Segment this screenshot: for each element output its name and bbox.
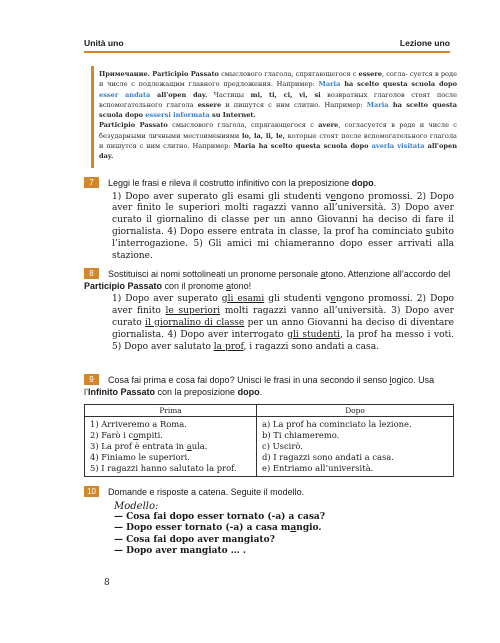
exercise-number: 9: [84, 374, 99, 385]
exercise-7: [84, 177, 454, 263]
model-label: Modello:: [114, 500, 159, 512]
dialogue-line: — Cosa fai dopo esser tornato (-a) a casa?: [114, 511, 326, 522]
list-item: c) Uscirò.: [262, 441, 303, 451]
header-rule: [84, 51, 450, 53]
exercise-number: 8: [84, 268, 99, 279]
exercise-10-instruction: 10 Domande e risposte a catena. Seguite il modello.: [84, 486, 454, 499]
lesson-title: Lezione uno: [399, 38, 450, 48]
exercise-7-instruction: 7 Leggi le frasi e rileva il costrutto infinitivo con la preposizione dopo.: [84, 177, 454, 190]
prima-column: [85, 417, 257, 477]
exercise-9-instruction: 9 Cosa fai prima e cosa fai dopo? Unisci le frasi in una secondo il senso logico. Usa l’Infinito Passato con la preposizione dopo.: [84, 375, 435, 397]
dopo-column: [257, 417, 454, 477]
dialogue-line: — Dopo aver mangiato … .: [114, 546, 247, 557]
list-item: b) Ti chiameremo.: [262, 430, 340, 440]
list-item: e) Entriamo all’università.: [262, 463, 374, 473]
exercise-7-text: 1) Dopo aver superato gli esami gli studenti vengono promossi. 2) Dopo aver finito le superiori molti ragazzi vanno all’università. 3) Dopo aver curato il giornalino di classe per un anno Giovanni ha deciso di fare il giornalista. 4) Dopo essere entrata in classe, la prof ha cominciato subito l’interrogazione. 5) Gli amici mi chiameranno dopo esser arrivati alla stazione.: [112, 191, 454, 262]
unit-title: Unità uno: [84, 38, 124, 48]
grammar-note: Примечание. Participio Passato смыслового глагола, спрягающегося с essere, согла- суется в роде и числе с подлежащим главного предложения. Например: Maria ha scelto questa scuola dopo esser andata all'open day. Частицы mi, ti, ci, vi, si возвратных глаголов стоят после вспомогательного глагола essere и пишутся с ним слитно. Например: Maria ha scelto questa scuola dopo essersi informata su Internet. Participio Passato смыслового глагола, спрягающегося с avere, согласуется в роде и числе с безударными личными местоимениями lo, la, li, le, которые стоят после вспомогательного глагола и пишутся с ним слитно. Например: Maria ha scelto questa scuola dopo averla visitata all'open day.: [91, 66, 457, 168]
list-item: 5) I ragazzi hanno salutato la prof.: [90, 463, 237, 473]
matching-table: [84, 404, 454, 477]
list-item: 2) Farò i compiti.: [90, 430, 163, 440]
exercise-8-text: 1) Dopo aver superato gli esami gli studenti vengono promossi. 2) Dopo aver finito le superiori molti ragazzi vanno all’università. 3) Dopo aver curato il giornalino di classe per un anno Giovanni ha deciso di diventare giornalista. 4) Dopo aver interrogato gli studenti, la prof ha messo i voti. 5) Dopo aver salutato la prof, i ragazzi sono andati a casa.: [112, 294, 455, 352]
exercise-10: [84, 486, 454, 558]
list-item: 1) Arriveremo a Roma.: [90, 419, 187, 429]
list-item: 4) Finiamo le superiori.: [90, 452, 190, 462]
exercise-8-instruction: 8 Sostituisci ai nomi sottolineati un pronome personale atono. Attenzione all’accordo del Participio Passato con il pronome atono!: [84, 269, 451, 291]
exercise-9: [84, 374, 454, 477]
exercise-number: 7: [84, 177, 99, 188]
column-header-prima: Prima: [85, 405, 257, 417]
exercise-number: 10: [84, 486, 99, 497]
list-item: d) I ragazzi sono andati a casa.: [262, 452, 394, 462]
list-item: a) La prof ha cominciato la lezione.: [262, 419, 412, 429]
column-header-dopo: Dopo: [257, 405, 454, 417]
page-header: [84, 38, 450, 50]
page-number: 8: [104, 578, 110, 588]
list-item: 3) La prof è entrata in aula.: [90, 441, 208, 451]
exercise-8: [84, 268, 454, 354]
dialogue-line: — Cosa fai dopo aver mangiato?: [114, 534, 275, 545]
dialogue-line: — Dopo esser tornato (-a) a casa mangio.: [114, 523, 322, 534]
